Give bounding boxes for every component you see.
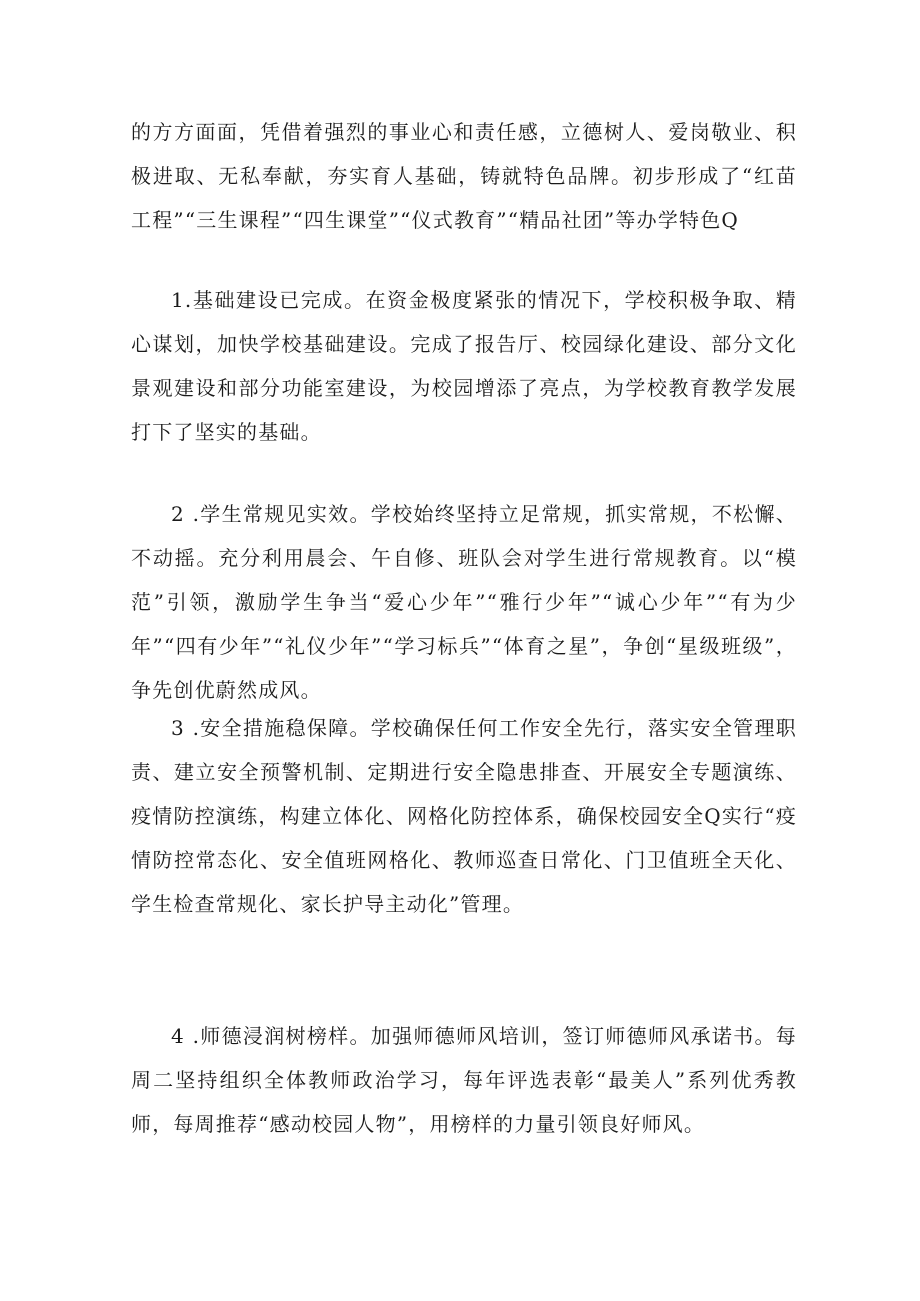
paragraph-student-routine: 2 .学生常规见实效。学校始终坚持立足常规，抓实常规，不松懈、不动摇。充分利用晨会、午自修、班队会对学生进行常规教育。以“模范”引领，激励学生争当“爱心少年”“雅行少年”“诚心少年”“有为少年”“四有少年”“礼仪少年”“学习标兵”“体育之星”，争创“星级班级”，争先创优蔚然成风。 [131, 502, 797, 702]
paragraph-infrastructure: 1.基础建设已完成。在资金极度紧张的情况下，学校积极争取、精心谋划，加快学校基础建设。完成了报告厅、校园绿化建设、部分文化景观建设和部分功能室建设，为校园增添了亮点，为学校教育教学发展打下了坚实的基础。 [131, 288, 797, 444]
paragraph-teacher-ethics: 4 .师德浸润树榜样。加强师德师风培训，签订师德师风承诺书。每周二坚持组织全体教师政治学习，每年评选表彰“最美人”系列优秀教师，每周推荐“感动校园人物”，用榜样的力量引领良好师风。 [131, 1024, 797, 1136]
paragraph-intro-continuation: 的方方面面，凭借着强烈的事业心和责任感，立德树人、爱岗敬业、积极进取、无私奉献，夯实育人基础，铸就特色品牌。初步形成了“红苗工程”“三生课程”“四生课堂”“仪式教育”“精品社团”等办学特色Q [131, 120, 797, 232]
paragraph-safety-measures: 3 .安全措施稳保障。学校确保任何工作安全先行，落实安全管理职责、建立安全预警机制、定期进行安全隐患排查、开展安全专题演练、疫情防控演练，构建立体化、网格化防控体系，确保校园安全Q实行“疫情防控常态化、安全值班网格化、教师巡查日常化、门卫值班全天化、学生检查常规化、家长护导主动化”管理。 [131, 716, 797, 916]
